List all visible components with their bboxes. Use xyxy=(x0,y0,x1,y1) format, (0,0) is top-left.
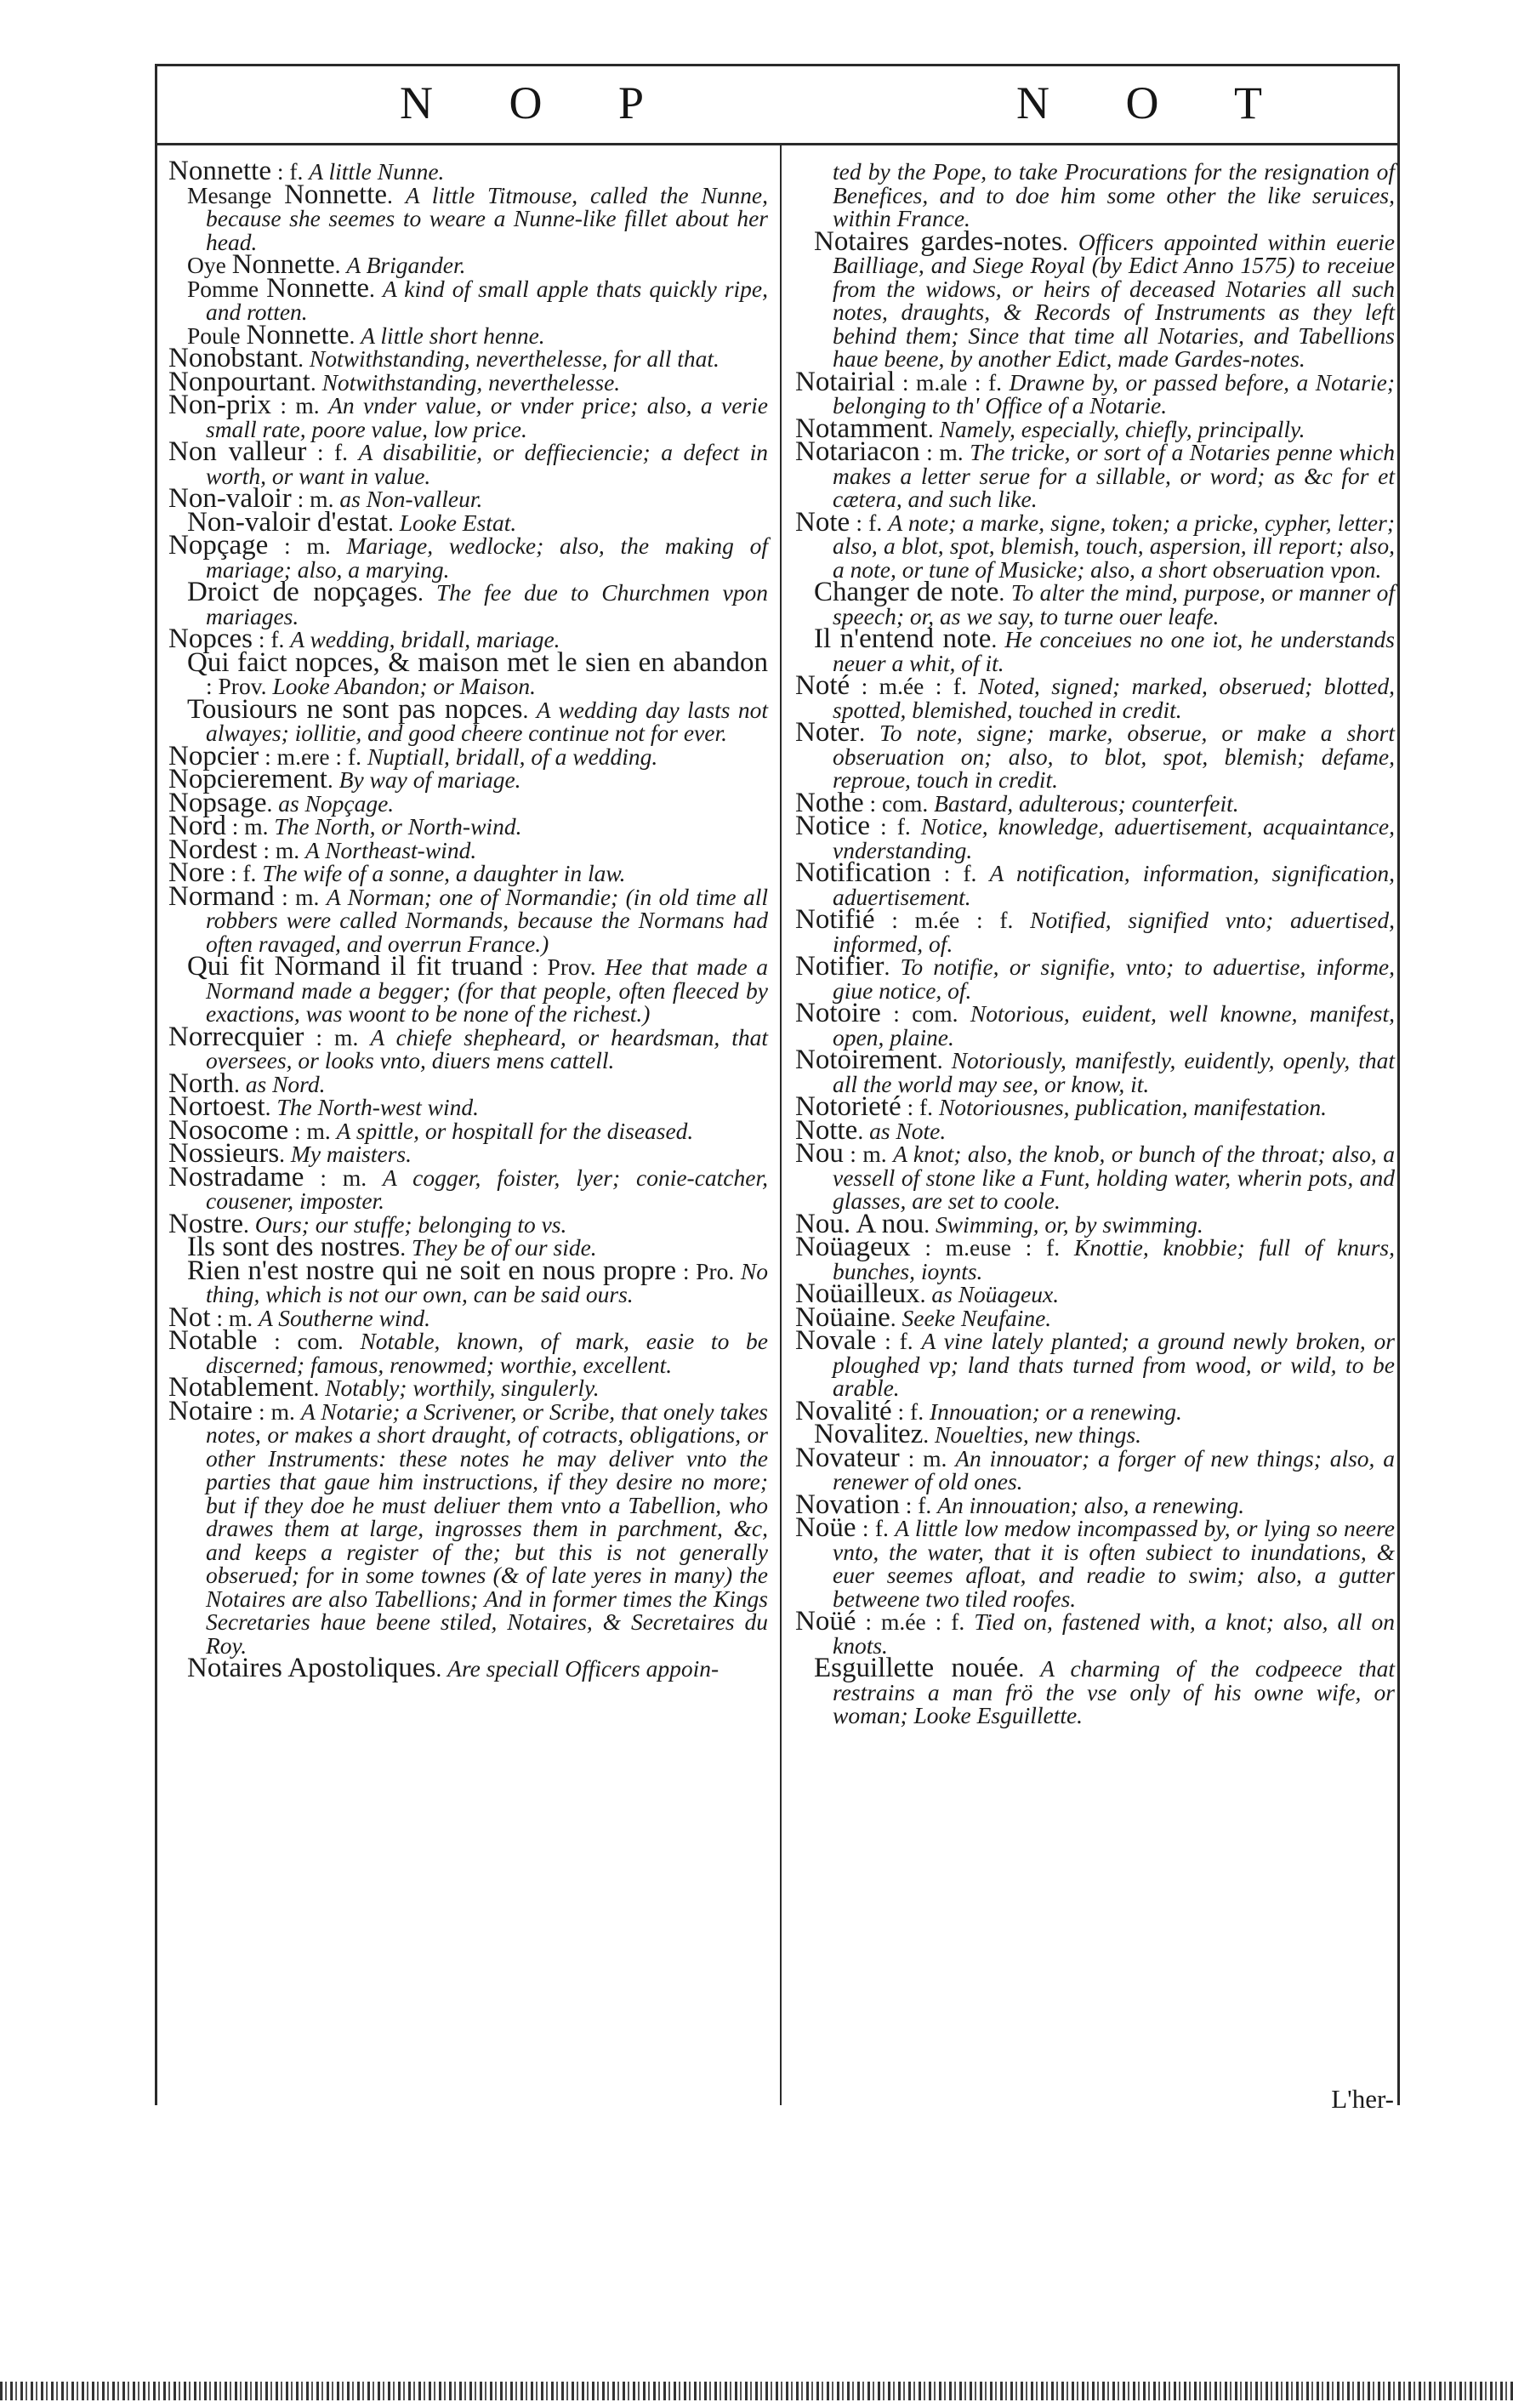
entry-definition: Tied on, fastened with, a knot; also, all on knots. xyxy=(833,1608,1395,1659)
entry-prefix: Pomme xyxy=(187,275,267,302)
entry-grammar: . xyxy=(924,1210,936,1238)
entry-definition: To alter the mind, purpose, or manner of speech; or, as we say, to turne ouer leafe. xyxy=(833,579,1395,629)
entry-headword: Nonnette xyxy=(231,249,335,280)
entry-grammar: : m.ée : f. xyxy=(850,673,979,699)
entry-headword: Normand xyxy=(168,880,275,912)
entry-headword: Droict de nopçages xyxy=(187,577,418,607)
entry-headword: Noter xyxy=(795,717,860,748)
dictionary-entry xyxy=(168,272,769,325)
entry-headword: Note xyxy=(795,506,850,538)
dictionary-entry xyxy=(168,834,768,865)
entry-definition: My maisters. xyxy=(290,1141,412,1167)
entry-grammar: . xyxy=(266,789,279,817)
entry-headword: Tousiours ne sont pas nopces xyxy=(187,693,523,725)
entry-grammar: . xyxy=(859,720,879,746)
entry-definition: Namely, especially, chiefly, principally. xyxy=(939,415,1305,442)
entry-headword: Nopces xyxy=(168,623,253,654)
entry-grammar: . xyxy=(927,415,940,442)
entry-headword: Nothe xyxy=(795,787,864,818)
entry-grammar: : m. xyxy=(304,1023,371,1050)
entry-grammar: . xyxy=(334,252,347,278)
entry-headword: Nopcierement xyxy=(168,764,327,794)
entry-definition: A Notarie; a Scrivener, or Scribe, that onely takes notes, or makes a short draught, of cotracts, obligations, or other Instruments: these notes he may deliver vnto the parties that gaue him instructions, if they desire no more; but if they doe he must deliuer them vnto a Tabellion, who drawes them at large, ingrosses them in parchment, &c, and keeps a register of the; but this is not generally obserued; for in some townes (& of late yeres in many) the Notaires are also Tabellions; And in former times the Kings Secretaries haue beene stiled, Notaires, & Secretaires du Roy. xyxy=(206,1398,768,1659)
entry-grammar: . xyxy=(369,275,383,302)
dictionary-entry xyxy=(168,951,768,1027)
catchword: L'her- xyxy=(1331,2084,1394,2114)
entry-grammar: : m. xyxy=(210,1304,259,1331)
entry-headword: Novale xyxy=(795,1325,877,1356)
entry-headword: Notification xyxy=(795,857,931,888)
dictionary-entry xyxy=(795,1301,1395,1333)
scan-edge-strip xyxy=(0,2382,1513,2400)
entry-definition: A Brigander. xyxy=(346,252,466,278)
entry-definition: Notified, signified vnto; aduertised, informed, of. xyxy=(833,907,1395,957)
dictionary-entry xyxy=(168,1161,768,1214)
dictionary-entry xyxy=(795,1512,1395,1612)
entry-grammar: : m. xyxy=(899,1444,956,1472)
entry-definition: Knottie, knobbie; full of knurs, bunches, ioynts. xyxy=(833,1234,1395,1284)
entry-definition: Officers appointed within euerie Bailliage, and Siege Royal (by Edict Anno 1575) to receiue from the widows, or heirs of deceased Notaries all such notes, draughts, & Records of Instruments as they left behind them; Since that time all Notaries, and Tabellions haue beene, by another Edict, made Gardes-notes. xyxy=(833,228,1395,372)
entry-definition: The North-west wind. xyxy=(276,1094,479,1120)
entry-grammar: : Prov. xyxy=(522,954,606,980)
entry-grammar: . xyxy=(400,1234,412,1261)
entry-headword: Norrecquier xyxy=(168,1021,304,1052)
dictionary-entry xyxy=(168,249,768,280)
entry-headword: Nonnette xyxy=(284,179,388,210)
entry-definition: Hee that made a Normand made a begger; (for that people, often fleeced by exactions, was woont to be none of the richest.) xyxy=(206,954,768,1027)
entry-grammar: : m. xyxy=(304,1164,383,1191)
entry-headword: Notoirement xyxy=(795,1045,937,1075)
entry-definition: An innouator; a forger of new things; also, a renewer of old ones. xyxy=(833,1444,1396,1494)
entry-definition: No thing, which is not our own, can be said ours. xyxy=(206,1257,768,1307)
page-frame-right xyxy=(1397,64,1400,2105)
entry-headword: Nordest xyxy=(168,834,258,865)
dictionary-entry xyxy=(168,1255,768,1307)
entry-definition: He conceiues no one iot, he understands neuer a whit, of it. xyxy=(833,626,1395,676)
dictionary-entry xyxy=(795,1232,1395,1284)
entry-headword: Rien n'est nostre qui ne soit en nous propre xyxy=(187,1255,677,1286)
entry-definition: The tricke, or sort of a Notaries penne which makes a letter serue for a sillable, or word; as &c for et cætera, and such like. xyxy=(833,439,1395,512)
entry-grammar: : f. xyxy=(869,813,921,840)
entry-headword: Notorieté xyxy=(795,1091,902,1122)
entry-grammar: : m. xyxy=(843,1141,894,1167)
entry-headword: Nonobstant xyxy=(168,343,299,373)
entry-headword: Nortoest xyxy=(168,1091,265,1122)
entry-headword: Nord xyxy=(168,811,226,841)
entry-grammar: : Prov. xyxy=(206,673,273,699)
entry-definition: Nuptiall, bridall, of a wedding. xyxy=(367,743,658,770)
entry-definition: The wife of a sonne, a daughter in law. xyxy=(262,860,626,886)
entry-definition: Looke Abandon; or Maison. xyxy=(272,673,537,699)
dictionary-entry xyxy=(168,390,769,442)
dictionary-entry xyxy=(795,1653,1395,1728)
entry-definition: as Nopçage. xyxy=(278,789,395,817)
entry-grammar: : m. xyxy=(225,813,275,840)
entry-definition: Bastard, adulterous; counterfeit. xyxy=(934,789,1239,817)
dictionary-entry xyxy=(795,1606,1395,1659)
entry-grammar: . xyxy=(936,1047,952,1073)
dictionary-entry xyxy=(795,160,1395,231)
entry-headword: Nopcier xyxy=(168,740,259,771)
entry-headword: Nonpourtant xyxy=(168,366,310,397)
entry-grammar: : f. xyxy=(306,439,359,465)
entry-headword: Notable xyxy=(168,1325,258,1356)
entry-headword: Nonnette xyxy=(246,319,350,350)
dictionary-entry xyxy=(168,1301,768,1333)
entry-prefix: Poule xyxy=(187,322,247,349)
page-frame-top xyxy=(155,64,1400,66)
dictionary-entry xyxy=(168,1021,768,1073)
entry-definition: A spittle, or hospitall for the diseased. xyxy=(336,1117,694,1144)
dictionary-entry xyxy=(168,436,768,489)
entry-definition: Swimming, or, by swimming. xyxy=(936,1210,1203,1238)
entry-headword: Notamment xyxy=(795,413,928,444)
dictionary-entry xyxy=(168,811,768,841)
column-divider xyxy=(780,143,782,2105)
entry-definition: They be of our side. xyxy=(412,1234,597,1261)
dictionary-entry xyxy=(168,787,768,818)
entry-prefix: Oye xyxy=(187,252,232,278)
entry-definition: A knot; also, the knob, or bunch of the throat; also, a vessell of stone like a Funt, holding water, wherin pots, and glasses, are set to coole. xyxy=(833,1141,1396,1214)
entry-grammar: . xyxy=(279,1141,291,1167)
entry-definition: By way of mariage. xyxy=(338,766,521,793)
entry-grammar: : f. xyxy=(891,1398,930,1425)
entry-definition: Ours; our stuffe; belonging to vs. xyxy=(254,1210,567,1238)
entry-headword: Nou. A nou xyxy=(795,1208,924,1239)
entry-grammar: . xyxy=(991,626,1005,652)
entry-headword: Notice xyxy=(795,811,870,841)
entry-grammar: : f. xyxy=(876,1328,922,1354)
entry-headword: Nosocome xyxy=(168,1114,289,1146)
dictionary-entry xyxy=(795,577,1395,629)
entry-headword: Notablement xyxy=(168,1372,314,1403)
dictionary-entry xyxy=(795,811,1395,863)
entry-definition: A note; a marke, signe, token; a pricke, cypher, letter; also, a blot, spot, blemish, touch, aspersion, ill report; also, a note, or tune of Musicke; also, a short obseruation vpon. xyxy=(833,509,1395,583)
dictionary-entry xyxy=(795,1091,1395,1122)
entry-headword: Nopsage xyxy=(168,787,267,818)
entry-definition: Mariage, wedlocke; also, the making of mariage; also, a marying. xyxy=(206,532,768,583)
dictionary-entry xyxy=(795,1138,1396,1214)
entry-headword: Notariacon xyxy=(795,436,920,467)
entry-headword: Non-valoir d'estat xyxy=(187,506,388,538)
entry-headword: Notoire xyxy=(795,998,881,1028)
entry-definition: A Norman; one of Normandie; (in old time all robbers were called Normands, because the Normans had often ravaged, and overrun France.) xyxy=(206,883,769,957)
entry-grammar: . xyxy=(313,1375,326,1401)
dictionary-entry xyxy=(168,530,768,583)
entry-headword: Ils sont des nostres xyxy=(187,1232,401,1262)
entry-headword: Noté xyxy=(795,670,850,701)
entry-definition: Looke Estat. xyxy=(399,509,517,536)
entry-grammar: . xyxy=(349,322,361,349)
entry-grammar: : com. xyxy=(863,789,935,817)
dictionary-entry xyxy=(795,717,1395,793)
dictionary-entry xyxy=(795,787,1395,818)
dictionary-entry xyxy=(168,1653,768,1683)
entry-definition: as Note. xyxy=(869,1117,947,1144)
entry-definition: Notable, known, of mark, easie to be discerned; famous, renowmed; worthie, excellent. xyxy=(206,1328,768,1378)
entry-grammar: : m.euse : f. xyxy=(910,1234,1074,1261)
entry-grammar: . xyxy=(884,954,901,980)
dictionary-entry xyxy=(168,577,768,629)
entry-headword: Not xyxy=(168,1301,211,1333)
entry-headword: Noüé xyxy=(795,1606,856,1637)
entry-headword: Novalitez xyxy=(814,1419,924,1449)
entry-headword: Novateur xyxy=(795,1442,900,1473)
entry-definition: Notwithstanding, neverthelesse, for all that. xyxy=(309,345,720,372)
entry-headword: Noüaine xyxy=(795,1301,890,1333)
dictionary-entry xyxy=(795,1325,1395,1401)
dictionary-entry xyxy=(795,366,1395,418)
dictionary-entry xyxy=(795,951,1396,1004)
dictionary-entry xyxy=(795,1045,1396,1097)
dictionary-entry xyxy=(795,1442,1396,1494)
entry-headword: Non valleur xyxy=(168,436,307,467)
entry-grammar: : f. xyxy=(252,626,291,652)
dictionary-entry xyxy=(168,646,768,699)
entry-headword: Changer de note xyxy=(814,577,999,607)
entry-definition: Seeke Neufaine. xyxy=(902,1304,1052,1331)
dictionary-entry xyxy=(168,880,769,957)
entry-headword: Novation xyxy=(795,1489,900,1520)
entry-grammar: : f. xyxy=(850,509,889,536)
entry-grammar: : m. xyxy=(288,1117,337,1144)
entry-headword: Notairial xyxy=(795,366,896,397)
dictionary-entry xyxy=(168,1395,768,1659)
entry-grammar: : f. xyxy=(856,1515,896,1541)
entry-definition: as Nord. xyxy=(245,1070,326,1097)
entry-headword: Nonnette xyxy=(168,156,271,186)
dictionary-entry xyxy=(795,857,1395,910)
entry-definition: Innouation; or a renewing. xyxy=(929,1398,1182,1425)
entry-headword: Notaires Apostoliques xyxy=(187,1653,436,1683)
entry-grammar: . xyxy=(264,1094,277,1120)
entry-headword: Nossieurs xyxy=(168,1138,280,1169)
entry-definition: A wedding, bridall, mariage. xyxy=(290,626,560,652)
entry-definition: ted by the Pope, to take Procurations for the resignation of Benefices, and to doe him some other the like seruices, within France. xyxy=(833,158,1395,231)
entry-headword: Noüageux xyxy=(795,1232,911,1262)
entry-grammar: . xyxy=(923,1421,936,1448)
entry-grammar: : m.ale : f. xyxy=(895,368,1010,396)
entry-grammar: . xyxy=(327,766,339,793)
entry-definition: A vine lately planted; a ground newly broken, or ploughed vp; land thats turned from wood, or wild, to be arable. xyxy=(833,1328,1395,1401)
entry-definition: A Southerne wind. xyxy=(259,1304,430,1331)
entry-headword: Nore xyxy=(168,857,225,888)
entry-headword: Qui faict nopces, & maison met le sien en abandon xyxy=(187,646,768,678)
entry-headword: Non-prix xyxy=(168,390,271,420)
entry-grammar: . xyxy=(890,1304,902,1331)
dictionary-entry xyxy=(795,225,1395,372)
entry-definition: A Northeast-wind. xyxy=(305,836,477,863)
entry-grammar: . xyxy=(242,1210,255,1238)
entry-headword: Il n'entend note xyxy=(814,623,992,654)
entry-definition: A little Nunne. xyxy=(309,158,445,185)
right-column xyxy=(795,160,1395,1728)
entry-grammar: . xyxy=(417,579,436,606)
entry-definition: A disabilitie, or deffieciencie; a defect in worth, or want in value. xyxy=(206,439,768,489)
dictionary-entry xyxy=(795,998,1395,1050)
dictionary-entry xyxy=(795,506,1395,583)
entry-definition: A chiefe shepheard, or heardsman, that oversees, or looks vnto, diuers mens cattell. xyxy=(206,1023,768,1073)
entry-definition: To notifie, or signifie, vnto; to aduertise, informe, giue notice, of. xyxy=(833,954,1396,1004)
entry-grammar: : m. xyxy=(919,439,970,465)
entry-headword: Novalité xyxy=(795,1395,892,1426)
header-rule xyxy=(155,143,1400,145)
entry-definition: A wedding day lasts not alwayes; iollitie, and good cheere continue not for ever. xyxy=(206,696,768,746)
entry-grammar: : f. xyxy=(899,1491,938,1518)
entry-definition: as Non-valleur. xyxy=(339,486,483,512)
entry-grammar: : f. xyxy=(270,158,310,185)
entry-grammar: . xyxy=(919,1281,932,1307)
entry-grammar: . xyxy=(387,181,406,208)
entry-definition: A kind of small apple thats quickly ripe, and rotten. xyxy=(206,275,769,325)
dictionary-entry xyxy=(795,436,1395,512)
entry-grammar: : m.ée : f. xyxy=(856,1608,975,1635)
entry-definition: A little short henne. xyxy=(361,322,545,349)
entry-grammar: . xyxy=(310,368,322,396)
entry-definition: The fee due to Churchmen vpon mariages. xyxy=(206,579,768,629)
entry-definition: The North, or North-wind. xyxy=(274,813,522,840)
entry-grammar: : m. xyxy=(252,1398,301,1425)
entry-definition: Nouelties, new things. xyxy=(935,1421,1141,1448)
entry-headword: Qui fit Normand il fit truand xyxy=(187,951,523,982)
entry-headword: Nostre xyxy=(168,1208,243,1239)
entry-definition: Notoriousnes, publication, manifestation. xyxy=(938,1094,1327,1120)
entry-grammar: . xyxy=(1018,1655,1041,1682)
entry-definition: To note, signe; marke, obserue, or make a short obseruation on; also, to blot, spot, blemish; defame, reproue, touch in credit. xyxy=(833,720,1395,793)
entry-headword: Notaires gardes-notes xyxy=(814,225,1062,257)
entry-grammar: . xyxy=(998,579,1011,606)
entry-grammar: . xyxy=(857,1117,870,1144)
entry-grammar: . xyxy=(1061,228,1078,255)
entry-headword: Notifié xyxy=(795,904,875,935)
entry-definition: Notwithstanding, neverthelesse. xyxy=(321,368,621,396)
entry-grammar: . xyxy=(298,345,310,372)
entry-grammar: . xyxy=(522,696,537,723)
entry-definition: Noted, signed; marked, obserued; blotted, spotted, blemished, touched in credit. xyxy=(833,673,1395,723)
dictionary-entry xyxy=(168,1325,768,1378)
entry-definition: Drawne by, or passed before, a Notarie; belonging to th' Office of a Notarie. xyxy=(833,368,1395,418)
entry-headword: Nonnette xyxy=(266,272,370,304)
dictionary-entry xyxy=(795,904,1395,957)
entry-definition: Notice, knowledge, aduertisement, acquaintance, vnderstanding. xyxy=(833,813,1395,863)
page-frame-left xyxy=(155,64,157,2105)
entry-headword: Nopçage xyxy=(168,530,269,561)
entry-grammar: : com. xyxy=(880,1000,970,1027)
entry-grammar: . xyxy=(234,1070,246,1097)
dictionary-entry xyxy=(795,670,1395,723)
entry-headword: Noüailleux xyxy=(795,1278,920,1309)
entry-headword: Non-valoir xyxy=(168,483,292,514)
entry-definition: A cogger, foister, lyer; conie-catcher, cousener, imposter. xyxy=(206,1164,768,1214)
dictionary-entry xyxy=(168,156,768,186)
entry-definition: Notoriously, manifestly, euidently, openly, that all the world may see, or know, it. xyxy=(833,1047,1396,1097)
entry-definition: A little low medow incompassed by, or lying so neere vnto, the water, that it is often subiect to inundations, & euer seemes afloat, and readie to swim; also, a gutter betweene two tiled roofes. xyxy=(833,1515,1395,1612)
dictionary-entry xyxy=(795,1114,1395,1146)
entry-grammar: : m. xyxy=(291,486,340,512)
entry-headword: Notifier xyxy=(795,951,884,982)
entry-definition: A notification, information, signification, aduertisement. xyxy=(833,860,1395,910)
entry-grammar: : f. xyxy=(901,1094,939,1120)
dictionary-entry xyxy=(168,179,769,255)
dictionary-entry xyxy=(168,693,768,746)
dictionary-entry xyxy=(795,623,1395,676)
entry-headword: Notaire xyxy=(168,1395,253,1426)
entry-headword: Nou xyxy=(795,1138,844,1169)
entry-grammar: : f. xyxy=(930,860,990,886)
entry-definition: An vnder value, or vnder price; also, a verie small rate, poore value, low price. xyxy=(206,392,769,442)
entry-grammar: : m. xyxy=(268,532,347,559)
dictionary-entry xyxy=(168,1372,768,1403)
entry-headword: North xyxy=(168,1067,234,1099)
left-column xyxy=(168,156,769,1683)
entry-grammar: : m. xyxy=(257,836,306,863)
entry-definition: as Noüageux. xyxy=(931,1281,1060,1307)
dictionary-entry xyxy=(795,1489,1395,1520)
entry-grammar: : Pro. xyxy=(676,1257,741,1284)
entry-definition: A charming of the codpeece that restrains a man frö the vse only of his owne wife, or woman; Looke Esguillette. xyxy=(833,1655,1395,1728)
entry-grammar: : m. xyxy=(274,883,327,910)
running-header-left: N O P xyxy=(400,77,677,128)
entry-grammar: . xyxy=(387,509,400,536)
entry-headword: Notte xyxy=(795,1114,858,1146)
entry-grammar: : m. xyxy=(270,392,329,418)
entry-definition: A little Titmouse, called the Nunne, because she seemes to weare a Nunne-like fillet about her head. xyxy=(206,181,769,255)
entry-grammar: : com. xyxy=(257,1328,361,1354)
entry-headword: Nostradame xyxy=(168,1161,304,1193)
entry-headword: Noüe xyxy=(795,1512,856,1543)
entry-definition: Are speciall Officers appoin- xyxy=(447,1655,720,1682)
entry-definition: An innouation; also, a renewing. xyxy=(937,1491,1245,1518)
running-header-right: N O T xyxy=(1016,77,1295,128)
entry-grammar: . xyxy=(435,1655,448,1682)
entry-grammar: : m.ée : f. xyxy=(874,907,1031,933)
entry-prefix: Mesange xyxy=(187,181,285,208)
entry-headword: Esguillette nouée xyxy=(814,1653,1019,1683)
entry-grammar: : m.ere : f. xyxy=(259,743,367,770)
entry-grammar: : f. xyxy=(224,860,263,886)
entry-definition: Notably; worthily, singulerly. xyxy=(325,1375,600,1401)
entry-definition: Notorious, euident, well knowne, manifest, open, plaine. xyxy=(833,1000,1395,1050)
